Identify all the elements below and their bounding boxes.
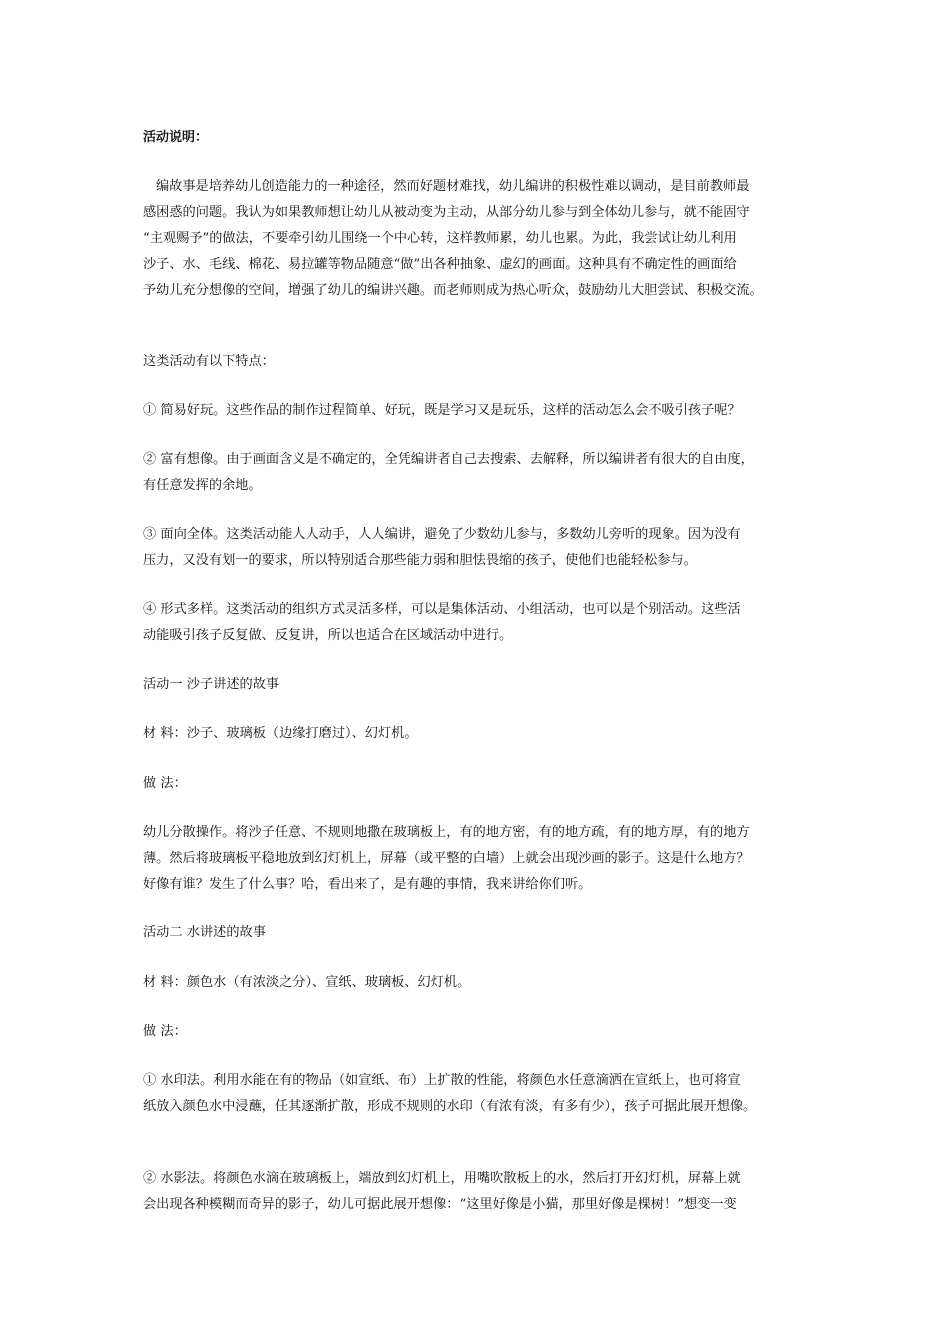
activity-1-method-label [143,771,823,797]
method-line: 好像有谁？发生了什么事？哈，看出来了，是有趣的事情，我来讲给你们听。 [143,877,592,892]
activity-1-method [143,820,823,898]
method-label-text: 做 法： [143,1024,187,1039]
intro-line: 感困惑的问题。我认为如果教师想让幼儿从被动变为主动，从部分幼儿参与到全体幼儿参与，就不能固守 [143,205,750,220]
features-title [143,349,823,375]
method-line: 纸放入颜色水中浸蘸，任其逐渐扩散，形成不规则的水印（有浓有淡，有多有少），孩子可据此展开想像。 [143,1099,757,1114]
method-label-text: 做 法： [143,776,187,791]
method-line: 幼儿分散操作。将沙子任意、不规则地撒在玻璃板上，有的地方密，有的地方疏，有的地方厚，有的地方 [143,825,750,840]
feature-line: ② 富有想像。由于画面含义是不确定的，全凭编讲者自己去搜索、去解释，所以编讲者有很大的自由度， [143,452,754,467]
activity-2-method-1 [143,1068,823,1120]
feature-3-paragraph [143,522,823,574]
intro-line: 编故事是培养幼儿创造能力的一种途径，然而好题材难找，幼儿编讲的积极性难以调动，是目前教师最 [156,179,750,194]
feature-line: 压力，又没有划一的要求，所以特别适合那些能力弱和胆怯畏缩的孩子，使他们也能轻松参与。 [143,553,697,568]
activity-2-materials [143,970,823,996]
activity-2-title [143,920,823,946]
activity-title-text: 活动二 水讲述的故事 [143,925,266,940]
feature-4-paragraph [143,597,823,649]
activity-1-materials [143,721,823,747]
feature-2-paragraph [143,447,823,499]
activity-title-text: 活动一 沙子讲述的故事 [143,677,280,692]
intro-line: 沙子、水、毛线、棉花、易拉罐等物品随意“做”出各种抽象、虚幻的画面。这种具有不确定性的画面给 [143,257,737,272]
method-line: ② 水影法。将颜色水滴在玻璃板上，端放到幻灯机上，用嘴吹散板上的水，然后打开幻灯机，屏幕上就 [143,1171,741,1186]
feature-line: 动能吸引孩子反复做、反复讲，所以也适合在区域活动中进行。 [143,628,513,643]
method-line: ① 水印法。利用水能在有的物品（如宣纸、布）上扩散的性能，将颜色水任意滴洒在宣纸上，也可将宣 [143,1073,741,1088]
method-line: 薄。然后将玻璃板平稳地放到幻灯机上，屏幕（或平整的白墙）上就会出现沙画的影子。这是什么地方？ [143,851,750,866]
feature-line: ① 简易好玩。这些作品的制作过程简单、好玩，既是学习又是玩乐，这样的活动怎么会不吸引孩子呢？ [143,403,741,418]
activity-2-method-label [143,1019,823,1045]
activity-2-method-2 [143,1166,823,1218]
intro-paragraph [143,174,823,304]
method-line: 会出现各种模糊而奇异的影子，幼儿可据此展开想像：“这里好像是小猫，那里好像是棵树！”想变一变 [143,1197,737,1212]
intro-line: “主观赐予”的做法，不要牵引幼儿围绕一个中心转，这样教师累，幼儿也累。为此，我尝试让幼儿利用 [143,231,737,246]
feature-1-paragraph [143,398,823,424]
feature-line: 有任意发挥的余地。 [143,478,262,493]
section-heading: 活动说明： [143,130,209,145]
intro-line: 予幼儿充分想像的空间，增强了幼儿的编讲兴趣。而老师则成为热心听众，鼓励幼儿大胆尝试、积极交流。 [143,283,763,298]
activity-1-title [143,672,823,698]
feature-line: ④ 形式多样。这类活动的组织方式灵活多样，可以是集体活动、小组活动，也可以是个别活动。这些活 [143,602,741,617]
materials-text: 材 料：颜色水（有浓淡之分）、宣纸、玻璃板、幻灯机。 [143,975,471,990]
feature-line: ③ 面向全体。这类活动能人人动手，人人编讲，避免了少数幼儿参与，多数幼儿旁听的现象。因为没有 [143,527,741,542]
materials-text: 材 料：沙子、玻璃板（边缘打磨过）、幻灯机。 [143,726,418,741]
features-title-text: 这类活动有以下特点： [143,354,275,369]
